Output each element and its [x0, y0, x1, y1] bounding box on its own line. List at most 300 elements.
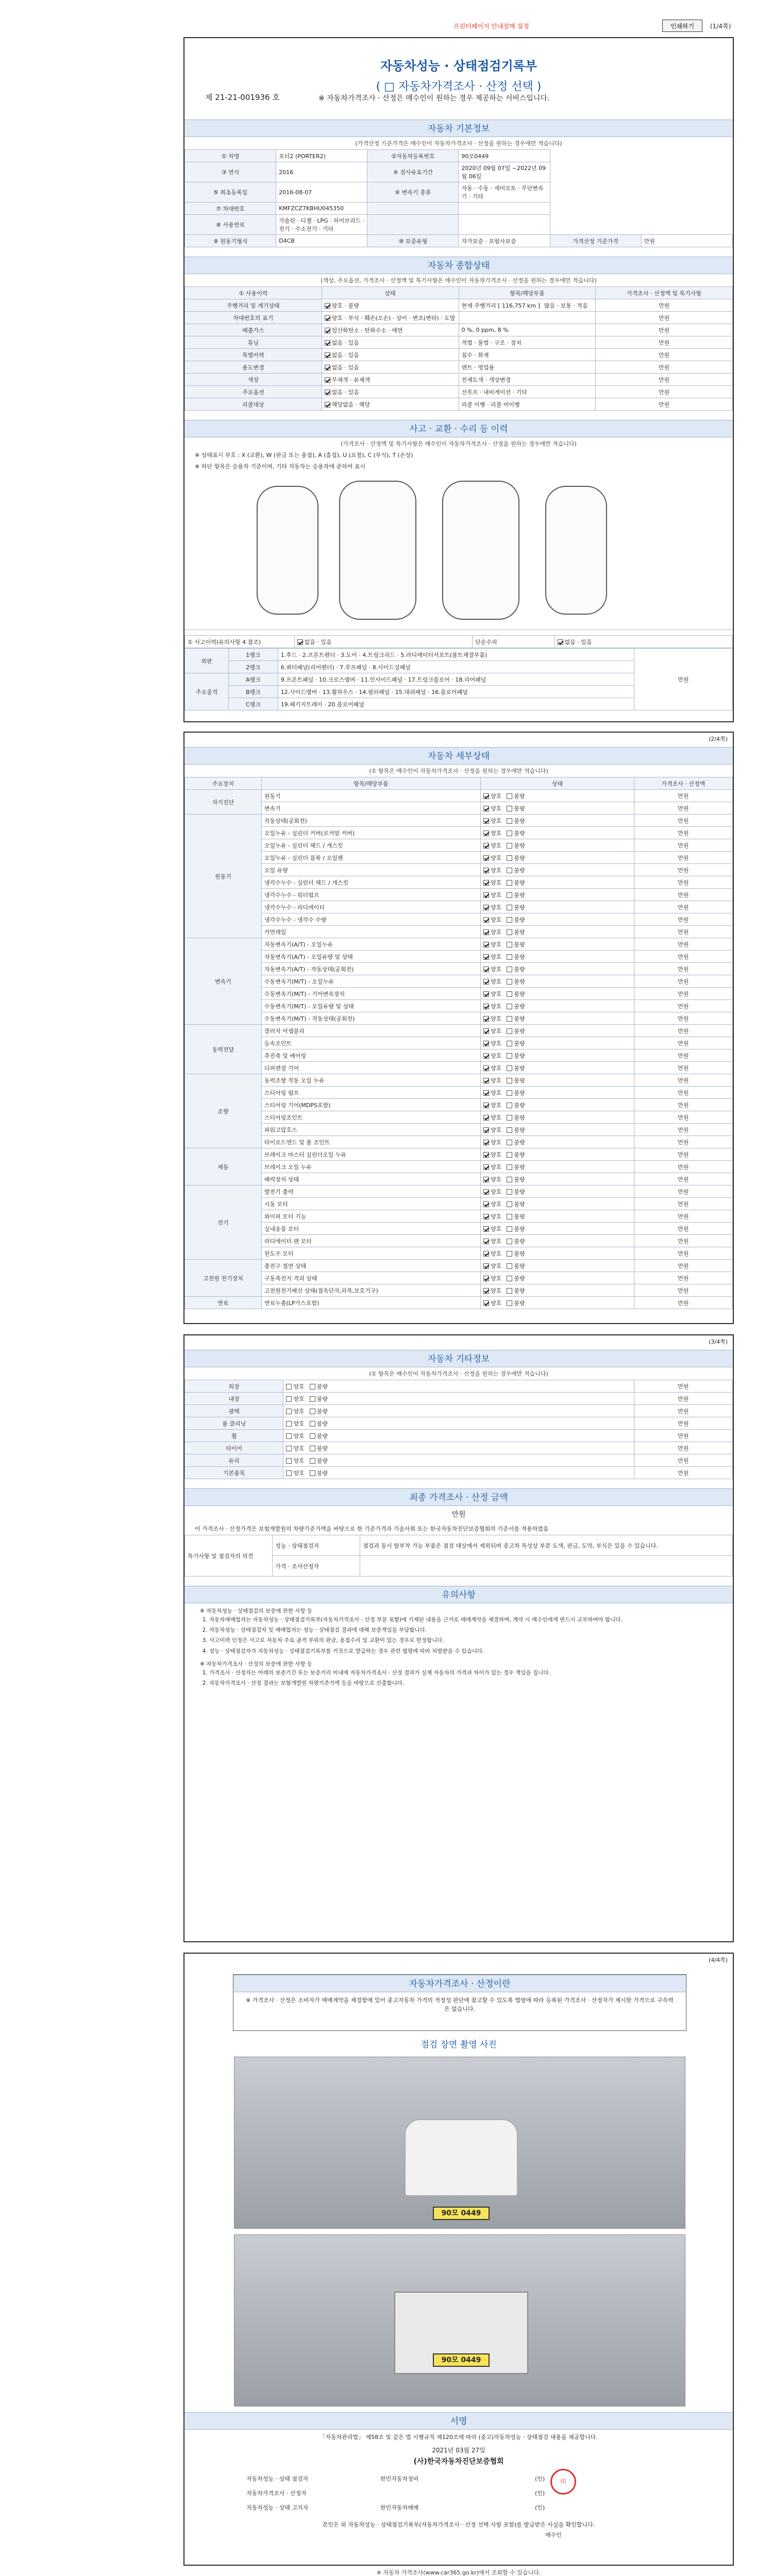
notice-item: 1. 자동차매매업자는 자동차성능 · 상태점검기록부(자동차가격조사 · 산정 부분 포함)에 기재된 내용을 근거로 매매계약을 체결하며, 계약 시 매수인에게 반드시 교부하여야 합니다.	[209, 1616, 717, 1624]
detail-row	[185, 876, 733, 889]
detail-row	[185, 926, 733, 938]
detail-row	[185, 1025, 733, 1037]
parts-list: 12.사이드멤버 · 13.휠하우스 · 14.필러패널 · 15.대쉬패널 · 16.플로어패널	[278, 686, 634, 698]
summary-row	[185, 336, 733, 349]
basic-row	[185, 150, 733, 162]
detail-group: 연료	[185, 1297, 262, 1309]
other-price: 만원	[634, 1380, 732, 1393]
detail-row	[185, 1161, 733, 1173]
accident-note: (가격조사 · 산정액 및 특기사항은 매수인이 자동차가격조사 · 산정을 원하는 경우에만 적습니다)	[341, 440, 577, 447]
detail-price: 만원	[634, 913, 732, 926]
basic-cell: 가솔린 · 디젤 · LPG · 하이브리드 · 전기 · 수소전기 · 기타	[276, 215, 367, 235]
detail-item: 배력장치 상태	[261, 1173, 480, 1185]
detail-status: 양호 불량	[481, 1124, 634, 1136]
detail-price: 만원	[634, 1012, 732, 1025]
detail-item: 윈도우 모터	[261, 1247, 480, 1260]
detail-price: 만원	[634, 1198, 732, 1210]
detail-price: 만원	[634, 1272, 732, 1284]
car-diagram	[184, 476, 733, 630]
detail-group: 고전원 전기장치	[185, 1260, 262, 1297]
other-status: 양호 불량	[283, 1454, 634, 1467]
summary-item: 리콜대상	[185, 398, 322, 411]
basic-cell	[367, 215, 459, 235]
basic-cell: KMFZCZ7KBHU045350	[276, 202, 367, 215]
detail-status: 양호 불량	[481, 802, 634, 815]
detail-item: 충전구 절연 상태	[261, 1260, 480, 1272]
summary-item: 주요옵션	[185, 386, 322, 398]
other-title: 자동차 기타정보	[184, 1350, 733, 1367]
detail-row	[185, 1198, 733, 1210]
simple-repair-value: 없음 · 있음	[554, 636, 732, 648]
basic-cell: ⑤ 최초등록일	[185, 182, 276, 202]
detail-title: 자동차 세부상태	[184, 747, 733, 765]
detail-price: 만원	[634, 1235, 732, 1247]
detail-item: 추진축 및 베어링	[261, 1049, 480, 1062]
other-price: 만원	[634, 1393, 732, 1405]
sign-person: 한민자동차정비	[380, 2476, 419, 2482]
parts-list: 6.쿼터패널(리어펜더) · 7.루프패널 · 8.사이드실패널	[278, 661, 634, 673]
detail-row	[185, 913, 733, 926]
detail-price: 만원	[634, 1000, 732, 1012]
detail-status: 양호 불량	[481, 938, 634, 951]
summary-table	[184, 286, 733, 411]
detail-price: 만원	[634, 1161, 732, 1173]
detail-row	[185, 1049, 733, 1062]
page-2	[183, 732, 734, 1324]
frame-label: 주요골격	[185, 673, 229, 710]
detail-price: 만원	[634, 1210, 732, 1223]
detail-note: (① 항목은 매수인이 자동차가격조사 · 산정을 원하는 경우에만 적습니다)	[369, 768, 548, 774]
detail-row	[185, 827, 733, 839]
summary-status: 없음 · 있음	[322, 336, 459, 349]
doc-subtitle: ( □ 자동차가격조사 · 산정 선택 )	[376, 80, 542, 93]
detail-row	[185, 1000, 733, 1012]
detail-price: 만원	[634, 963, 732, 975]
detail-row	[185, 889, 733, 901]
sign-date: 2021년 03월 27일	[432, 2447, 485, 2454]
summary-price: 만원	[596, 336, 733, 349]
parts-list: 9.프론트패널 · 10.크로스멤버 · 11.인사이드패널 · 17.트렁크플로어 · 18.리어패널	[278, 673, 634, 686]
detail-status: 양호 불량	[481, 1000, 634, 1012]
notice-item: 1. 가격조사 · 산정자는 아래의 보증기간 또는 보증거리 이내에 자동차가격조사 · 산정 결과가 실제 자동차의 가격과 차이가 있는 경우 책임을 집니다.	[209, 1669, 717, 1677]
detail-row	[185, 1247, 733, 1260]
print-button[interactable]: 인쇄하기	[662, 20, 702, 32]
accident-history-table	[184, 635, 733, 648]
basic-row	[185, 182, 733, 202]
other-row	[185, 1430, 733, 1442]
notice-item: 4. 성능 · 상태점검자가 자동차성능 · 상태점검기록부를 거짓으로 발급하는 경우 관련 법령에 따라 처벌받을 수 있습니다.	[209, 1647, 717, 1655]
page-4-number: (4/4쪽)	[709, 1957, 728, 1963]
detail-status: 양호 불량	[481, 1074, 634, 1087]
detail-group: 동력전달	[185, 1025, 262, 1074]
other-status: 양호 불량	[283, 1380, 634, 1393]
detail-item: 냉각수누수 - 워터펌프	[261, 889, 480, 901]
detail-item: 수동변속기(M/T) - 오일누유	[261, 975, 480, 988]
special-inspector-text: 점검과 동시 탈부착 가능 부품은 점검 대상에서 제외되며 중고차 특성상 부분 도색, 판금, 도막, 부식은 있을 수 있습니다.	[360, 1535, 733, 1556]
detail-price: 만원	[634, 1247, 732, 1260]
detail-row	[185, 988, 733, 1000]
price-check-text: ※ 가격조사 · 산정은 소비자가 매매계약을 체결함에 있어 중고자동차 가격의 적정성 판단에 참고할 수 있도록 법령에 따라 등록된 가격조사 · 산정자가 제시한 가격으로 구속력은 없습니다.	[246, 1997, 674, 2012]
detail-price: 만원	[634, 839, 732, 852]
summary-note: (색상, 주요옵션, 가격조사 · 산정액 및 특기사항은 매수인이 자동차가격조사 · 산정을 원하는 경우에만 적습니다)	[321, 277, 597, 284]
page-1	[183, 37, 734, 722]
other-row	[185, 1454, 733, 1467]
accident-legend-2: ※ 하단 항목은 승용차 기준이며, 기타 자동차는 승용차에 준하여 표시	[195, 463, 366, 470]
detail-row	[185, 815, 733, 827]
detail-item: 시동 모터	[261, 1198, 480, 1210]
detail-item: 자동변속기(A/T) - 오일유량 및 상태	[261, 951, 480, 963]
summary-row	[185, 374, 733, 386]
other-row	[185, 1442, 733, 1454]
summary-status: 양호 · 부식 · 훼손(오손) · 상이 · 변조(변타) · 도말	[322, 312, 459, 324]
detail-row	[185, 802, 733, 815]
detail-price: 만원	[634, 1074, 732, 1087]
car-left-side	[257, 486, 318, 615]
detail-item: 작동상태(공회전)	[261, 815, 480, 827]
other-status: 양호 불량	[283, 1430, 634, 1442]
detail-item: 라디에이터 팬 모터	[261, 1235, 480, 1247]
car-right-side	[545, 486, 607, 615]
detail-item: 동력조향 작동 오일 누유	[261, 1074, 480, 1087]
detail-item: 파워고압호스	[261, 1124, 480, 1136]
detail-item: 발전기 출력	[261, 1185, 480, 1198]
detail-status: 양호 불량	[481, 1099, 634, 1111]
summary-header: 항목/해당부품	[459, 287, 596, 299]
summary-status: 없음 · 있음	[322, 386, 459, 398]
summary-status: 없음 · 있음	[322, 361, 459, 374]
basic-cell	[367, 202, 459, 215]
page-2-number: (2/4쪽)	[709, 736, 728, 742]
final-price-unit: 만원	[451, 1511, 466, 1519]
detail-price: 만원	[634, 827, 732, 839]
detail-item: 오일누유 - 실린더 헤드 / 개스킷	[261, 839, 480, 852]
detail-status: 양호 불량	[481, 1037, 634, 1049]
other-note: (① 항목은 매수인이 자동차가격조사 · 산정을 원하는 경우에만 적습니다)	[369, 1370, 548, 1377]
detail-group: 변속기	[185, 938, 262, 1025]
other-price: 만원	[634, 1430, 732, 1442]
detail-status: 양호 불량	[481, 1025, 634, 1037]
detail-row	[185, 852, 733, 864]
detail-item: 브레이크 오일 누유	[261, 1161, 480, 1173]
summary-row	[185, 361, 733, 374]
sign-role: 자동차성능 · 상태 점검자	[246, 2476, 309, 2482]
detail-price: 만원	[634, 1025, 732, 1037]
basic-cell: 2016	[276, 162, 367, 182]
notice-title: 유의사항	[184, 1586, 733, 1603]
basic-cell: 포터2 (PORTER2)	[276, 150, 367, 162]
basic-cell: 자동 · 수동 · 세미오토 · 무단변속기 · 기타	[459, 182, 550, 202]
price-check-box	[233, 1974, 686, 2031]
special-inspector-label: 성능 · 상태점검자	[273, 1535, 360, 1556]
notice-item: 2. 자동차가격조사 · 산정 결과는 보험개발원 차량기준가액 등을 바탕으로 산출합니다.	[209, 1679, 717, 1687]
detail-item: 자동변속기(A/T) - 오일누유	[261, 938, 480, 951]
detail-item: 와이퍼 모터 기능	[261, 1210, 480, 1223]
basic-cell: 2016-08-07	[276, 182, 367, 202]
basic-cell: ⑩ 보증유형	[367, 235, 459, 247]
detail-status: 양호 불량	[481, 913, 634, 926]
detail-price: 만원	[634, 1223, 732, 1235]
other-row	[185, 1405, 733, 1417]
detail-price: 만원	[634, 938, 732, 951]
detail-row	[185, 1235, 733, 1247]
car-underside	[442, 481, 519, 620]
summary-detail: 침수 · 화재	[459, 349, 596, 361]
detail-status: 양호 불량	[481, 951, 634, 963]
page-3	[183, 1334, 734, 1942]
detail-item: 냉각수누수 - 냉각수 수량	[261, 913, 480, 926]
detail-row	[185, 938, 733, 951]
summary-header: ① 사용이력	[185, 287, 322, 299]
summary-item: 용도변경	[185, 361, 322, 374]
summary-detail: 렌트 · 영업용	[459, 361, 596, 374]
basic-cell	[459, 215, 550, 235]
summary-item: 배출가스	[185, 324, 322, 336]
detail-row	[185, 1173, 733, 1185]
basic-cell: ②자동차등록번호	[367, 150, 459, 162]
detail-item: 연료누출(LP가스포함)	[261, 1297, 480, 1309]
sign-role: 자동차성능 · 상태 고지자	[246, 2504, 309, 2511]
detail-price: 만원	[634, 951, 732, 963]
summary-detail: 0 %, 0 ppm, 8 %	[459, 324, 596, 336]
detail-status: 양호 불량	[481, 1297, 634, 1309]
page-3-number: (3/4쪽)	[709, 1338, 728, 1345]
detail-row	[185, 839, 733, 852]
detail-status: 양호 불량	[481, 963, 634, 975]
detail-price: 만원	[634, 1284, 732, 1297]
sign-role: 자동차가격조사 · 산정자	[246, 2490, 307, 2497]
plate-rear: 90모 0449	[433, 2353, 490, 2367]
detail-status: 양호 불량	[481, 1223, 634, 1235]
detail-status: 양호 불량	[481, 889, 634, 901]
summary-item: 차대번호의 표기	[185, 312, 322, 324]
notice-item: 2. 자동차성능 · 상태점검자 및 매매업자는 성능 · 상태점검 결과에 대해 보증책임을 부담합니다.	[209, 1626, 717, 1634]
sign-seal: (인)	[535, 2476, 545, 2482]
other-price: 만원	[634, 1454, 732, 1467]
detail-price: 만원	[634, 901, 732, 913]
basic-cell: ⑨ 원동기형식	[185, 235, 276, 247]
final-price-text: 이 가격조사 · 산정가격은 보험개발원의 차량기준가액을 바탕으로 한 기준가격과 기술사회 또는 한국자동차진단보증협회의 기준서를 적용하였음	[195, 1526, 549, 1532]
basic-cell: ① 차명	[185, 150, 276, 162]
detail-status: 양호 불량	[481, 901, 634, 913]
price-check-title: 자동차가격조사 · 산정이란	[233, 1975, 686, 1992]
other-row	[185, 1393, 733, 1405]
sign-row	[246, 2500, 576, 2515]
other-item: 타이어	[185, 1442, 283, 1454]
detail-price: 만원	[634, 1148, 732, 1161]
detail-row	[185, 1297, 733, 1309]
other-status: 양호 불량	[283, 1417, 634, 1430]
special-label: 특기사항 및 점검자의 의견	[185, 1535, 273, 1577]
summary-price: 만원	[596, 374, 733, 386]
print-guide-link[interactable]: 프린터페이지 안내장매 설정	[453, 23, 529, 30]
detail-price: 만원	[634, 876, 732, 889]
rank: C랭크	[229, 698, 278, 710]
summary-status: 무채색 · 유채색	[322, 374, 459, 386]
summary-price: 만원	[596, 299, 733, 312]
detail-status: 양호 불량	[481, 1210, 634, 1223]
footer-note: ※ 자동차 가격조사(www.car365.go.kr)에서 조회할 수 있습니다.	[376, 2569, 541, 2576]
basic-info-title: 자동차 기본정보	[184, 120, 733, 137]
detail-status: 양호 불량	[481, 1012, 634, 1025]
photos-title: 점검 장면 촬영 사진	[421, 2040, 497, 2050]
detail-status: 양호 불량	[481, 1247, 634, 1260]
detail-price: 만원	[634, 790, 732, 802]
detail-group: 전기	[185, 1185, 262, 1260]
notice-heading-2: ※ 자동차가격조사 · 산정의 보증에 관한 사항 등	[200, 1660, 313, 1667]
detail-item: 스티어링조인트	[261, 1111, 480, 1124]
summary-price: 만원	[596, 324, 733, 336]
accident-title: 사고 · 교환 · 수리 등 이력	[184, 420, 733, 437]
detail-status: 양호 불량	[481, 864, 634, 876]
detail-status: 양호 불량	[481, 876, 634, 889]
detail-item: 실내송풍 모터	[261, 1223, 480, 1235]
front-photo	[234, 2057, 685, 2229]
buyer-label: 매수인	[545, 2532, 562, 2538]
sign-seal: (인)	[535, 2490, 545, 2497]
detail-row	[185, 1148, 733, 1161]
detail-status: 양호 불량	[481, 1062, 634, 1074]
basic-cell: 가격산정 기준가격	[550, 235, 641, 247]
detail-status: 양호 불량	[481, 852, 634, 864]
detail-row	[185, 1012, 733, 1025]
detail-price: 만원	[634, 1260, 732, 1272]
basic-row	[185, 202, 733, 215]
plate-front: 90모 0449	[433, 2207, 490, 2220]
other-table	[184, 1380, 733, 1479]
summary-title: 자동차 종합상태	[184, 257, 733, 274]
detail-price: 만원	[634, 1173, 732, 1185]
detail-price: 만원	[634, 1185, 732, 1198]
detail-row	[185, 864, 733, 876]
detail-row	[185, 1136, 733, 1148]
detail-price: 만원	[634, 1111, 732, 1124]
summary-header: 상태	[322, 287, 459, 299]
detail-row	[185, 1284, 733, 1297]
detail-price: 만원	[634, 988, 732, 1000]
detail-status: 양호 불량	[481, 926, 634, 938]
doc-title: 자동차성능 · 상태점검기록부	[380, 59, 537, 73]
detail-price: 만원	[634, 1297, 732, 1309]
detail-group: 원동기	[185, 815, 262, 938]
summary-detail: 전체도색 · 색상변경	[459, 374, 596, 386]
parts-row	[185, 649, 733, 661]
summary-price: 만원	[596, 386, 733, 398]
detail-item: 오일누유 - 실린더 커버(로커암 커버)	[261, 827, 480, 839]
basic-cell: 90모0449	[459, 150, 550, 162]
detail-item: 냉각수누수 - 라디에이터	[261, 901, 480, 913]
detail-row	[185, 901, 733, 913]
detail-row	[185, 1074, 733, 1087]
detail-item: 스티어링 기어(MDPS포함)	[261, 1099, 480, 1111]
parts-table	[184, 648, 733, 710]
other-price: 만원	[634, 1442, 732, 1454]
detail-header: 주요장치	[185, 777, 262, 790]
detail-status: 양호 불량	[481, 1111, 634, 1124]
other-item: 광택	[185, 1405, 283, 1417]
detail-row	[185, 790, 733, 802]
detail-price: 만원	[634, 1037, 732, 1049]
summary-status: 일산화탄소 · 탄화수소 · 매연	[322, 324, 459, 336]
detail-status: 양호 불량	[481, 1260, 634, 1272]
summary-detail: 선루프 · 내비게이션 · 기타	[459, 386, 596, 398]
detail-status: 양호 불량	[481, 1198, 634, 1210]
parts-list: 19.패키지트레이 · 20.플로어패널	[278, 698, 634, 710]
summary-price: 만원	[596, 312, 733, 324]
special-pricer-text	[360, 1556, 733, 1577]
detail-item: 수동변속기(M/T) - 오일유량 및 상태	[261, 1000, 480, 1012]
detail-status: 양호 불량	[481, 815, 634, 827]
detail-item: 수동변속기(M/T) - 기어변속장치	[261, 988, 480, 1000]
detail-status: 양호 불량	[481, 1049, 634, 1062]
detail-item: 구동축전지 격리 상태	[261, 1272, 480, 1284]
summary-item: 색상	[185, 374, 322, 386]
sign-org: (사)한국자동차진단보증협회	[413, 2458, 504, 2466]
detail-row	[185, 963, 733, 975]
detail-item: 커먼레일	[261, 926, 480, 938]
detail-row	[185, 1223, 733, 1235]
detail-header: 상태	[481, 777, 634, 790]
final-price-title: 최종 가격조사 · 산정 금액	[184, 1488, 733, 1506]
basic-cell: D4CB	[276, 235, 367, 247]
detail-header: 항목/해당부품	[261, 777, 480, 790]
detail-item: 타이로드엔드 및 볼 조인트	[261, 1136, 480, 1148]
rank: B랭크	[229, 686, 278, 698]
other-item: 휠	[185, 1430, 283, 1442]
sign-rows	[246, 2471, 576, 2515]
other-price: 만원	[634, 1467, 732, 1479]
detail-item: 변속기	[261, 802, 480, 815]
other-status: 양호 불량	[283, 1393, 634, 1405]
detail-item: 고전원전기배선 상태(접속단자,피복,보호기구)	[261, 1284, 480, 1297]
detail-price: 만원	[634, 1087, 732, 1099]
summary-detail	[459, 312, 596, 324]
detail-row	[185, 975, 733, 988]
summary-header: 가격조사 · 산정액 및 특기사항	[596, 287, 733, 299]
detail-row	[185, 1272, 733, 1284]
rank: A랭크	[229, 673, 278, 686]
detail-price: 만원	[634, 864, 732, 876]
detail-row	[185, 1062, 733, 1074]
detail-status: 양호 불량	[481, 975, 634, 988]
sign-row	[246, 2471, 576, 2486]
detail-group: 자기진단	[185, 790, 262, 815]
detail-item: 오일누유 - 실린더 블록 / 오일팬	[261, 852, 480, 864]
summary-status: 없음 · 있음	[322, 349, 459, 361]
other-item: 기본품목	[185, 1467, 283, 1479]
parts-list: 1.후드 · 2.프론트펜더 · 3.도어 · 4.트렁크리드 · 5.라디에이터서포트(볼트체결부품)	[278, 649, 634, 661]
parts-price: 만원	[634, 649, 732, 710]
detail-status: 양호 불량	[481, 1173, 634, 1185]
detail-status: 양호 불량	[481, 1272, 634, 1284]
summary-detail: 적법 · 불법 · 구조 · 장치	[459, 336, 596, 349]
basic-cell: ⑦ 차대번호	[185, 202, 276, 215]
rear-photo	[234, 2234, 685, 2406]
detail-row	[185, 1185, 733, 1198]
other-item: 유리	[185, 1454, 283, 1467]
detail-row	[185, 1099, 733, 1111]
accident-history-label: ① 사고이력(유의사항 4 참조)	[185, 636, 295, 648]
basic-cell: ③ 연식	[185, 162, 276, 182]
basic-row	[185, 235, 733, 247]
summary-row	[185, 299, 733, 312]
doc-number: 제 21-21-001936 호	[205, 93, 280, 102]
detail-row	[185, 1111, 733, 1124]
detail-item: 오일 유량	[261, 864, 480, 876]
detail-item: 원동기	[261, 790, 480, 802]
doc-note: ※ 자동차가격조사 · 산정은 매수인이 원하는 경우 제공하는 서비스입니다.	[318, 94, 550, 103]
summary-price: 만원	[596, 349, 733, 361]
detail-header: 가격조사 · 산정액	[634, 777, 732, 790]
